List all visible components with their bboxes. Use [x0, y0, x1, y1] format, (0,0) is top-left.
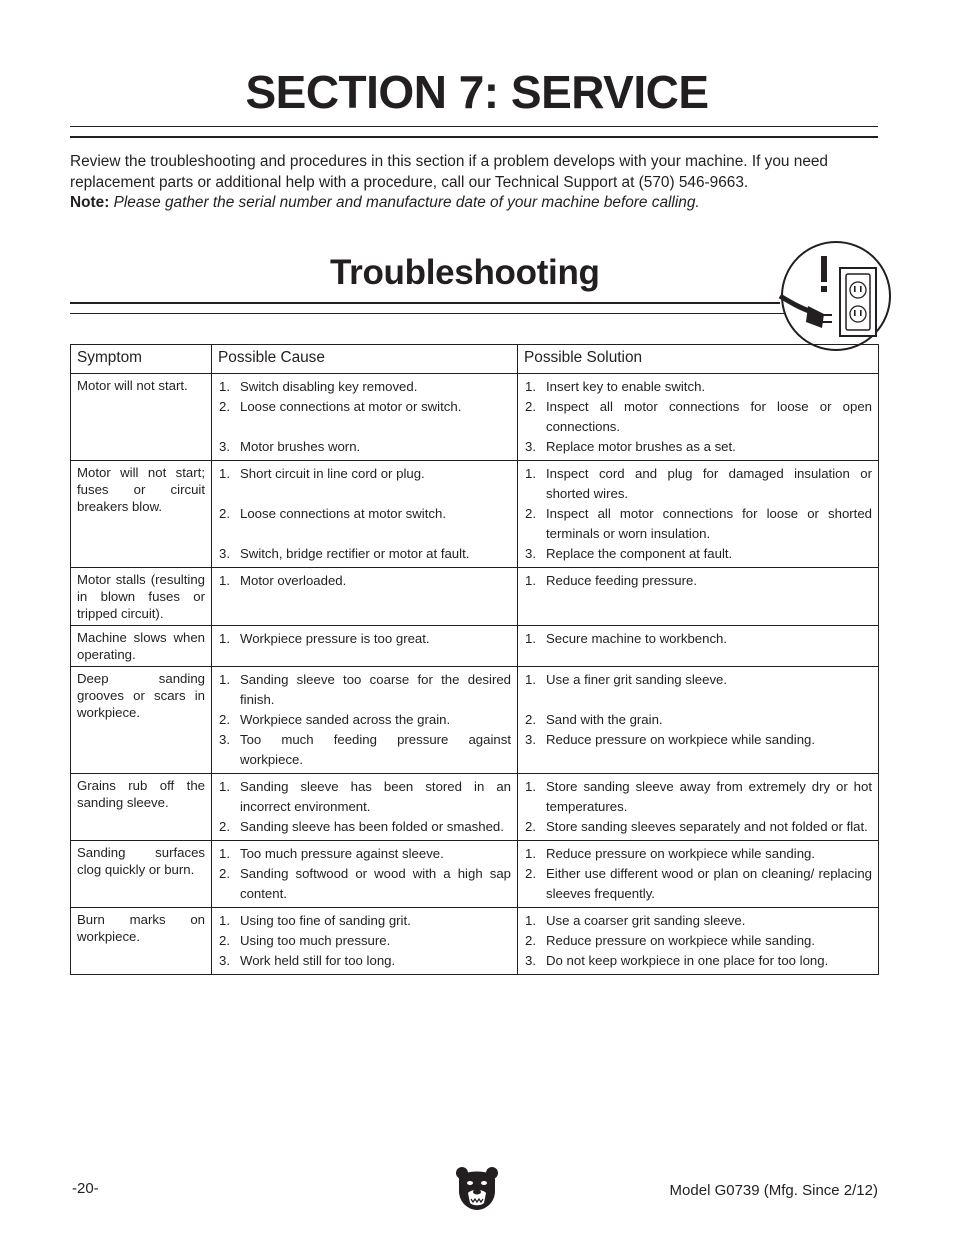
item-number: 3.	[525, 439, 536, 454]
item-number: 2.	[219, 712, 230, 727]
table-header-row	[71, 345, 879, 374]
solution-item	[524, 911, 872, 931]
table-row	[71, 774, 879, 841]
model-info: Model G0739 (Mfg. Since 2/12)	[669, 1182, 878, 1199]
item-text: Inspect cord and plug for damaged insulation or shorted wires.	[546, 466, 872, 501]
item-text: Sanding softwood or wood with a high sap content.	[240, 866, 511, 901]
cause-item	[218, 864, 511, 904]
cause-item	[218, 844, 511, 864]
symptom-cell: Machine slows when operating.	[71, 626, 212, 667]
solution-cell	[518, 908, 879, 975]
cause-cell	[212, 667, 518, 774]
section-title-rule-thick	[70, 136, 878, 138]
cause-cell	[212, 841, 518, 908]
solution-list	[524, 464, 872, 564]
cause-item	[218, 931, 511, 951]
item-number: 2.	[219, 399, 230, 414]
solution-item	[524, 864, 872, 904]
item-number: 2.	[525, 866, 536, 881]
solution-list	[524, 844, 872, 904]
solution-cell	[518, 667, 879, 774]
item-number: 2.	[525, 506, 536, 521]
note-text: Please gather the serial number and manufacture date of your machine before calling.	[113, 194, 700, 211]
item-text: Store sanding sleeves separately and not folded or flat.	[546, 819, 868, 834]
cause-list	[218, 571, 511, 591]
item-number: 3.	[219, 953, 230, 968]
solution-item	[524, 571, 872, 591]
item-text: Reduce pressure on workpiece while sanding.	[546, 846, 816, 861]
item-text: Replace motor brushes as a set.	[546, 439, 736, 454]
item-number: 2.	[525, 712, 536, 727]
item-text: Sanding sleeve too coarse for the desired finish.	[240, 672, 511, 707]
table-row	[71, 667, 879, 774]
table-row	[71, 374, 879, 461]
solution-cell	[518, 461, 879, 568]
solution-item	[524, 844, 872, 864]
cause-list	[218, 670, 511, 770]
item-number: 1.	[219, 672, 230, 687]
item-text: Work held still for too long.	[240, 953, 396, 968]
table-body	[71, 374, 879, 975]
header-symptom: Symptom	[71, 345, 212, 374]
cause-item	[218, 417, 511, 457]
item-number: 3.	[525, 732, 536, 747]
cause-item	[218, 397, 511, 417]
table-row	[71, 841, 879, 908]
table-row	[71, 908, 879, 975]
cause-cell	[212, 908, 518, 975]
cause-item	[218, 710, 511, 730]
solution-item	[524, 377, 872, 397]
solution-list	[524, 377, 872, 457]
item-number: 1.	[525, 913, 536, 928]
item-text: Motor brushes worn.	[240, 439, 361, 454]
cause-item	[218, 670, 511, 710]
item-number: 2.	[219, 933, 230, 948]
solution-item	[524, 817, 872, 837]
symptom-cell: Motor will not start; fuses or circuit breakers blow.	[71, 461, 212, 568]
item-number: 1.	[525, 466, 536, 481]
intro-paragraph	[70, 152, 882, 214]
solution-item	[524, 464, 872, 504]
cause-item	[218, 524, 511, 564]
solution-list	[524, 777, 872, 837]
cause-item	[218, 817, 511, 837]
item-text: Workpiece pressure is too great.	[240, 631, 430, 646]
item-text: Loose connections at motor switch.	[240, 506, 446, 521]
item-number: 3.	[219, 546, 230, 561]
item-text: Use a coarser grit sanding sleeve.	[546, 913, 746, 928]
cause-list	[218, 777, 511, 837]
solution-item	[524, 544, 872, 564]
table-row	[71, 568, 879, 626]
solution-item	[524, 951, 872, 971]
solution-item	[524, 629, 872, 649]
item-number: 1.	[525, 379, 536, 394]
item-text: Inspect all motor connections for loose or open connections.	[546, 399, 872, 434]
solution-cell	[518, 374, 879, 461]
item-number: 1.	[219, 573, 230, 588]
item-number: 3.	[525, 953, 536, 968]
page-number: -20-	[72, 1180, 99, 1197]
cause-cell	[212, 626, 518, 667]
item-number: 1.	[219, 631, 230, 646]
item-number: 1.	[219, 779, 230, 794]
solution-item	[524, 437, 872, 457]
item-number: 2.	[219, 819, 230, 834]
item-text: Short circuit in line cord or plug.	[240, 466, 425, 481]
item-text: Reduce feeding pressure.	[546, 573, 698, 588]
item-text: Secure machine to workbench.	[546, 631, 728, 646]
cause-list	[218, 464, 511, 564]
cause-item	[218, 484, 511, 524]
intro-text: Review the troubleshooting and procedures in this section if a problem develops with your machine. If you need replacement parts or additional help with a procedure, call our Technical Support at (570) 546-9663.	[70, 153, 828, 191]
troubleshooting-table	[70, 344, 879, 975]
cause-item	[218, 464, 511, 484]
cause-item	[218, 911, 511, 931]
header-possible-solution: Possible Solution	[518, 345, 879, 374]
cause-list	[218, 911, 511, 971]
symptom-cell: Motor will not start.	[71, 374, 212, 461]
item-number: 2.	[219, 506, 230, 521]
item-number: 1.	[525, 779, 536, 794]
cause-cell	[212, 568, 518, 626]
symptom-cell: Burn marks on workpiece.	[71, 908, 212, 975]
item-number: 2.	[525, 819, 536, 834]
item-text: Reduce pressure on workpiece while sanding.	[546, 732, 816, 747]
item-text: Sanding sleeve has been folded or smashed.	[240, 819, 504, 834]
item-text: Sanding sleeve has been stored in an incorrect environment.	[240, 779, 511, 814]
solution-cell	[518, 841, 879, 908]
item-text: Use a finer grit sanding sleeve.	[546, 672, 728, 687]
item-number: 1.	[525, 846, 536, 861]
section-title: SECTION 7: SERVICE	[245, 66, 709, 118]
note-label: Note:	[70, 194, 110, 211]
item-number: 3.	[219, 732, 230, 747]
cause-list	[218, 629, 511, 649]
solution-cell	[518, 774, 879, 841]
symptom-cell: Grains rub off the sanding sleeve.	[71, 774, 212, 841]
troubleshooting-rule-thick	[70, 302, 780, 304]
table-row	[71, 626, 879, 667]
solution-cell	[518, 626, 879, 667]
item-number: 1.	[219, 379, 230, 394]
item-text: Workpiece sanded across the grain.	[240, 712, 451, 727]
solution-item	[524, 397, 872, 437]
cause-list	[218, 844, 511, 904]
section-title-rule-thin	[70, 126, 878, 127]
solution-list	[524, 670, 872, 750]
solution-item	[524, 670, 872, 690]
symptom-cell: Deep sanding grooves or scars in workpiece.	[71, 667, 212, 774]
solution-list	[524, 911, 872, 971]
cause-cell	[212, 774, 518, 841]
solution-item	[524, 504, 872, 544]
item-text: Motor overloaded.	[240, 573, 347, 588]
item-text: Inspect all motor connections for loose or shorted terminals or worn insulation.	[546, 506, 872, 541]
item-number: 1.	[525, 672, 536, 687]
item-number: 1.	[525, 631, 536, 646]
electrical-plug-outlet-warning-icon	[778, 238, 892, 354]
item-text: Replace the component at fault.	[546, 546, 733, 561]
solution-item	[524, 931, 872, 951]
grizzly-bear-logo-icon	[455, 1165, 499, 1211]
cause-list	[218, 377, 511, 457]
item-text: Too much feeding pressure against workpiece.	[240, 732, 511, 767]
item-number: 3.	[525, 546, 536, 561]
table-row	[71, 461, 879, 568]
item-text: Do not keep workpiece in one place for too long.	[546, 953, 829, 968]
item-text: Reduce pressure on workpiece while sanding.	[546, 933, 816, 948]
symptom-cell: Motor stalls (resulting in blown fuses or tripped circuit).	[71, 568, 212, 626]
troubleshooting-title: Troubleshooting	[330, 253, 600, 292]
solution-item	[524, 777, 872, 817]
item-number: 1.	[219, 913, 230, 928]
item-text: Sand with the grain.	[546, 712, 663, 727]
item-number: 2.	[219, 866, 230, 881]
item-number: 3.	[219, 439, 230, 454]
item-number: 1.	[219, 466, 230, 481]
cause-cell	[212, 374, 518, 461]
solution-item	[524, 730, 872, 750]
cause-item	[218, 629, 511, 649]
item-text: Using too fine of sanding grit.	[240, 913, 411, 928]
item-number: 1.	[525, 573, 536, 588]
item-text: Store sanding sleeve away from extremely dry or hot temperatures.	[546, 779, 872, 814]
item-text: Insert key to enable switch.	[546, 379, 706, 394]
cause-item	[218, 571, 511, 591]
cause-cell	[212, 461, 518, 568]
cause-item	[218, 777, 511, 817]
solution-cell	[518, 568, 879, 626]
item-number: 2.	[525, 399, 536, 414]
item-text: Using too much pressure.	[240, 933, 391, 948]
cause-item	[218, 951, 511, 971]
item-text: Either use different wood or plan on cleaning/ replacing sleeves frequently.	[546, 866, 872, 901]
troubleshooting-rule-thin	[70, 313, 786, 314]
item-number: 2.	[525, 933, 536, 948]
item-text: Loose connections at motor or switch.	[240, 399, 462, 414]
solution-list	[524, 571, 872, 591]
symptom-cell: Sanding surfaces clog quickly or burn.	[71, 841, 212, 908]
item-text: Too much pressure against sleeve.	[240, 846, 444, 861]
item-text: Switch disabling key removed.	[240, 379, 418, 394]
header-possible-cause: Possible Cause	[212, 345, 518, 374]
solution-item	[524, 690, 872, 730]
item-text: Switch, bridge rectifier or motor at fault.	[240, 546, 470, 561]
cause-item	[218, 377, 511, 397]
item-number: 1.	[219, 846, 230, 861]
solution-list	[524, 629, 872, 649]
cause-item	[218, 730, 511, 770]
